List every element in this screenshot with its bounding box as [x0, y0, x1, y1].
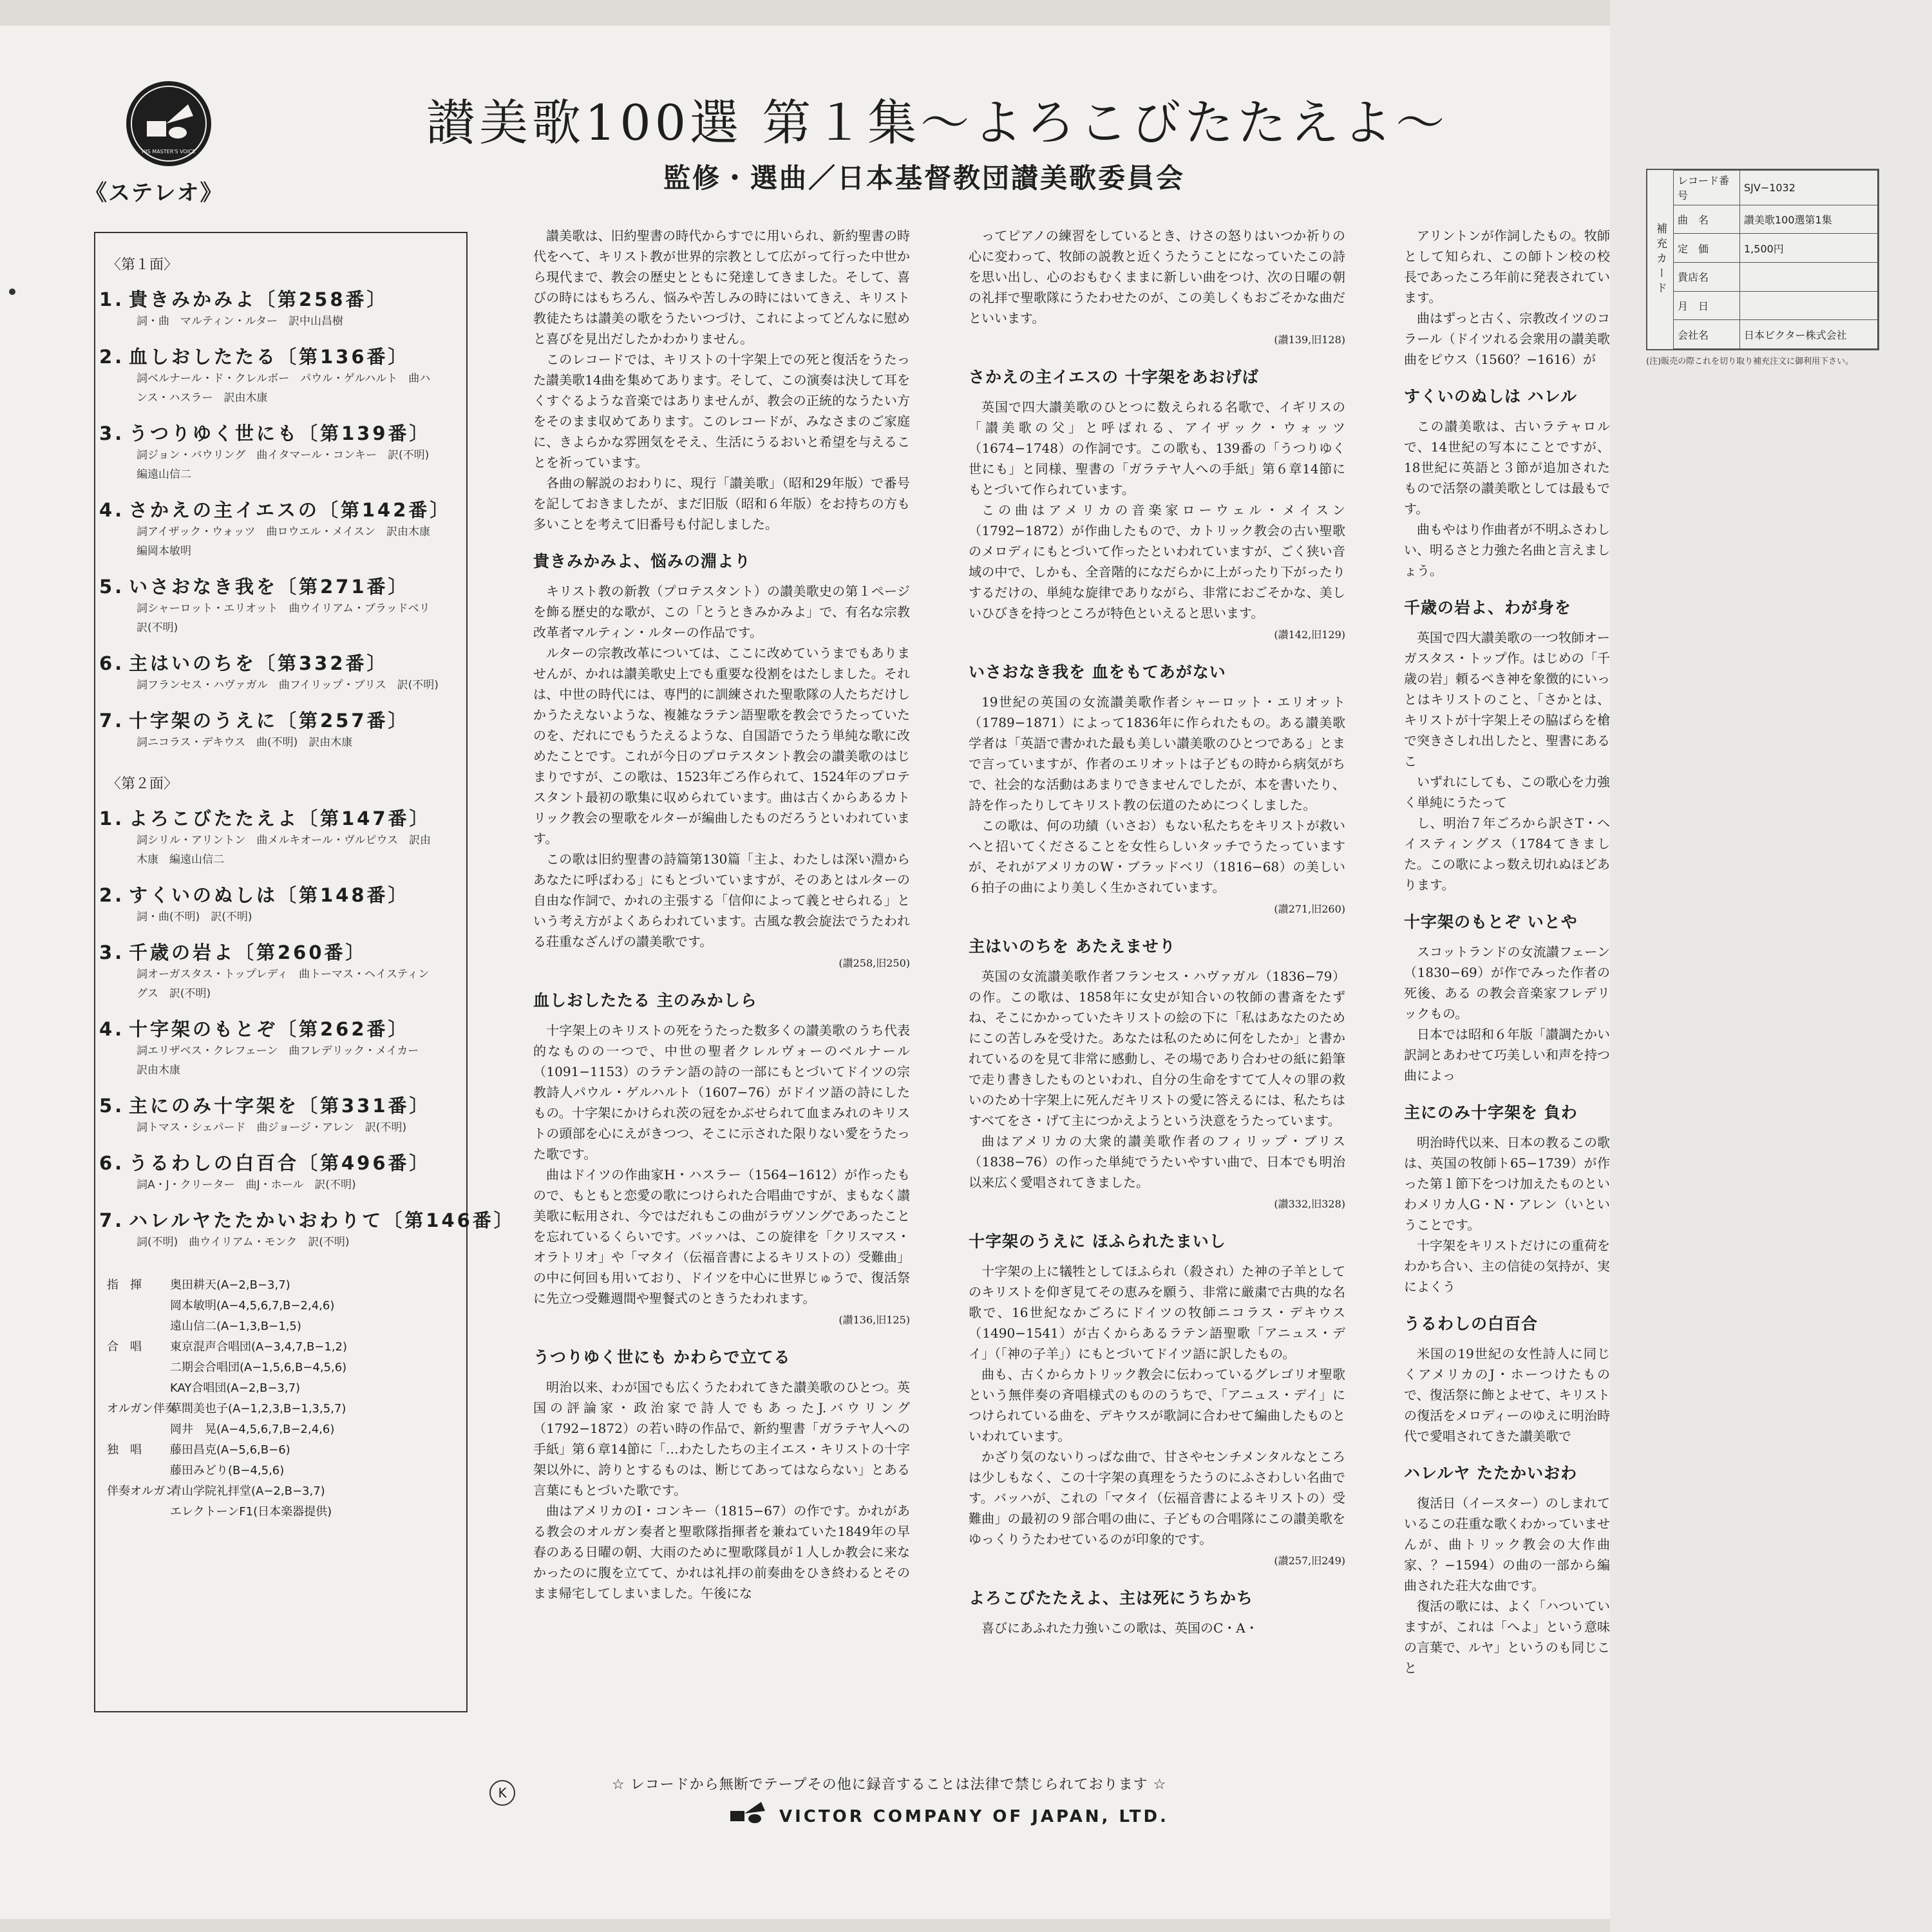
- track-credits: 詞ベルナール・ド・クレルボー パウル・ゲルハルト 曲ハンス・ハスラー 訳由木康: [137, 372, 431, 404]
- performer-role: 合 唱: [107, 1340, 142, 1354]
- performer-names: [170, 1337, 466, 1399]
- section-paragraph: アリントンが作詞したもの。牧師として知られ、この師トン校の校長であったころ年前に発表されています。: [1404, 228, 1610, 305]
- track-credits: 詞トマス・シェパード 曲ジョージ・アレン 訳(不明): [137, 1121, 407, 1134]
- hymn-reference: (讃271,旧260): [1274, 903, 1345, 915]
- performer-name: エレクトーンF1(日本楽器提供): [170, 1505, 332, 1519]
- card-row: 会社名 日本ビクター株式会社: [1674, 320, 1878, 349]
- performer-name: 青山学院礼拝堂(A−2,B−3,7): [170, 1484, 325, 1498]
- performer-names: [170, 1440, 466, 1481]
- track-item: [95, 1206, 515, 1252]
- performer-names: [170, 1481, 466, 1522]
- performer-name: 藤田みどり(B−4,5,6): [170, 1464, 285, 1477]
- track-item: [95, 804, 466, 869]
- section-heading: 主にのみ十字架を 負わ: [1404, 1103, 1578, 1122]
- card-row: 曲 名 讃美歌100選第1集: [1674, 205, 1878, 234]
- track-title-text: 血しおしたたる〔第136番〕: [129, 346, 410, 368]
- section-paragraph: 喜びにあふれた力強いこの歌は、英国のC・A・: [981, 1620, 1258, 1636]
- track-title-text: うるわしの白百合〔第496番〕: [129, 1152, 431, 1174]
- track-item: [95, 496, 466, 561]
- track-number: 1.: [99, 289, 125, 310]
- track-credits: 詞A・J・クリーター 曲J・ホール 訳(不明): [137, 1179, 356, 1191]
- track-number: 1.: [99, 808, 125, 829]
- track-title: [99, 1092, 466, 1118]
- section-heading: さかえの主イエスの 十字架をあおげば: [969, 368, 1259, 386]
- section-paragraph: キリスト教の新教（プロテスタント）の讃美歌史の第１ページを飾る歴史的な歌が、この「とうときみかみよ」で、有名な宗教改革者マルティン・ルターの作品です。: [533, 583, 910, 640]
- section-paragraph: 曲はずっと古く、宗教改イツのコラール（ドイツれる会衆用の讃美歌曲をピウス（1560？−1616）が: [1404, 310, 1610, 367]
- track-list: [94, 232, 515, 1712]
- section-paragraph: この歌は、何の功績（いさお）もない私たちをキリストが救いへと招いてくださることを女性らしいタッチでうたっていますが、それがアメリカのW・ブラッドベリ（1816−68）の美しい６拍子の曲により美しく生かされています。: [969, 818, 1345, 895]
- intro-paragraph: 讃美歌は、旧約聖書の時代からすでに用いられ、新約聖書の時代をへて、キリスト教が世界的宗教として広がって行った中世から現代まで、教会の歴史とともに発達してきました。そして、喜びの時にはもちろん、悩みや苦しみの時にはいてきえ、キリスト教徒たちは讃美の歌をうたいつづけ、これによってどんなに慰めと喜びを見出だしたかわかりません。: [533, 228, 910, 346]
- hymn-reference: (讃257,旧249): [1274, 1555, 1345, 1567]
- track-item: [95, 706, 466, 752]
- card-row: 定 価 1,500円: [1674, 234, 1878, 263]
- section-paragraph: 日本では昭和６年版「讃調たかい訳詞とあわせて巧美しい和声を持つ曲によっ: [1404, 1027, 1610, 1083]
- section-paragraph: 米国の19世紀の女性詩人に同じくアメリカのJ・ホーつけたもので、復活祭に飾とよせて、キリストの復活をメロディーのゆえに明治時代で愛唱されてきた讃美歌で: [1404, 1346, 1610, 1444]
- track-number: 2.: [99, 346, 125, 368]
- track-number: 4.: [99, 499, 125, 521]
- performer-row: [107, 1481, 466, 1522]
- section-paragraph: いずれにしても、この歌心を力強く単純にうたって: [1404, 774, 1610, 810]
- section-paragraph: 曲はアメリカのI・コンキー（1815−67）の作です。かれがある教会のオルガン奏者と聖歌隊指揮者を兼ねていた1849年の早春のある日曜の朝、大雨のために聖歌隊員が１人しか教会に来なかったのに腹を立てて、かれは礼拝の前奏曲をひき終わるとそのまま帰宅してしまいました。午後にな: [533, 1503, 910, 1601]
- track-title: [99, 285, 466, 312]
- card-note: (注)販売の際これを切り取り補充注文に御利用下さい。: [1646, 357, 1854, 366]
- section-paragraph: 明治時代以来、日本の教るこの歌は、英国の牧師ト65−1739）が作った第１節下をつけ加えたものといわメリカ人G・N・アレン（いということです。: [1404, 1135, 1610, 1233]
- performer-row: [107, 1440, 466, 1481]
- section-paragraph: この讃美歌は、古いラテャロルで、14世紀の写本にことですが、18世紀に英語と３節が追加されたもので活祭の讃美歌としては最もです。: [1404, 419, 1610, 516]
- section-heading: いさおなき我を 血をもてあがない: [969, 663, 1226, 681]
- track-number: 2.: [99, 884, 125, 906]
- track-credits: 詞エリザベス・クレフェーン 曲フレデリック・メイカー 訳由木康: [137, 1045, 430, 1077]
- section-heading: 十字架のうえに ほふられたまいし: [969, 1232, 1226, 1251]
- track-number: 3.: [99, 942, 125, 963]
- track-credits: 詞ニコラス・デキウス 曲(不明) 訳由木康: [137, 736, 353, 749]
- track-item: [95, 1092, 466, 1137]
- section-paragraph: この歌は旧約聖書の詩篇第130篇「主よ、わたしは深い淵からあなたに呼ばわる」にもとづいていますが、そのあとはルターの自由な作詞で、かれの主張する「信仰によって義とせられる」という考え方がよくあらわれています。古風な教会旋法でうたわれる荘重なざんげの讃美歌です。: [533, 851, 910, 949]
- track-title-text: すくいのぬしは〔第148番〕: [129, 884, 410, 906]
- track-credits: 詞オーガスタス・トップレディ 曲トーマス・ヘイスティングス 訳(不明): [137, 968, 430, 1000]
- page-subtitle: 監修・選曲／日本基督教団讃美歌委員会: [663, 162, 1186, 194]
- track-number: 3.: [99, 422, 125, 444]
- track-title: [99, 496, 466, 522]
- track-item: [95, 649, 466, 695]
- intro-paragraph: このレコードでは、キリストの十字架上での死と復活をうたった讃美歌14曲を集めてあります。そして、この演奏は決して耳をくすぐるような音楽ではありませんが、教会の正統的なうたい方をそのまま収めてあります。このレコードが、みなさまのご家庭に、きよらかな雰囲気をそえ、生活にうるおいと希望を与えることを祈っています。: [533, 352, 910, 470]
- card-vertical-label: 補充カード: [1647, 170, 1674, 349]
- notes-column-1: [533, 225, 910, 1707]
- intro-paragraph: 各曲の解説のおわりに、現行「讃美歌」（昭和29年版）で番号を記しておきましたが、まだ旧版（昭和６年版）をお持ちの方も多いことを考えて旧番号も付記しました。: [533, 475, 910, 532]
- track-title: [99, 804, 466, 831]
- hymn-reference: (讃332,旧328): [1274, 1198, 1345, 1210]
- card-row: 月 日: [1674, 291, 1878, 320]
- track-item: [95, 938, 466, 1003]
- track-credits: 詞(不明) 曲ウイリアム・モンク 訳(不明): [137, 1236, 350, 1249]
- section-paragraph: ってピアノの練習をしているとき、けさの怒りはいつか祈りの心に変わって、牧師の説教と近くうたうことになっていたこの詩を思い出し、心のおもむくままに新しい曲をつけ、次の日曜の朝の礼拝で聖歌隊にうたわせたのが、この美しくもおごそかな曲だといいます。: [969, 228, 1345, 326]
- track-title-text: 主にのみ十字架を〔第331番〕: [129, 1095, 431, 1117]
- section-paragraph: 英国で四大讃美歌のひとつに数えられる名歌で、イギリスの「讃美歌の父」と呼ばれる、アイザック・ウォッツ（1674−1748）の作詞です。この歌も、139番の「うつりゆく世にも」と同様、聖書の「ガラテヤ人への手紙」第６章14節にもとづいて作られています。: [969, 399, 1345, 497]
- performer-names: [170, 1275, 466, 1337]
- section-heading: よろこびたたえよ、主は死にうちかち: [969, 1589, 1254, 1607]
- section-heading: うるわしの白百合: [1404, 1314, 1539, 1333]
- company-name: VICTOR COMPANY OF JAPAN, LTD.: [779, 1807, 1169, 1826]
- stereo-label: 《ステレオ》: [85, 180, 223, 206]
- hymn-reference: (讃139,旧128): [1274, 334, 1345, 346]
- section-paragraph: 曲も、古くからカトリック教会に伝わっているグレゴリオ聖歌という無伴奏の斉唱様式のもののうちで、「アニュス・デイ」につけられている曲を、デキウスが歌詞に合わせて編曲したものといわれています。: [969, 1367, 1345, 1444]
- section-heading: 千歳の岩よ、わが身を: [1404, 598, 1572, 617]
- track-title-text: 十字架のもとぞ〔第262番〕: [129, 1018, 410, 1040]
- track-number: 7.: [99, 710, 125, 732]
- side-label: 〈第１面〉: [107, 257, 178, 273]
- section-paragraph: この曲はアメリカの音楽家ローウェル・メイスン（1792−1872）が作曲したもので、カトリック教会の古い聖歌のメロディにもとづいて作ったといわれていますが、ごく狭い音域の中で、しかも、全音階的になだらかに上がったり下がったりするだけの、単純な旋律でありながら、非常におごそかな、美しいひびきを持つところが特色といえると思います。: [969, 502, 1345, 621]
- performer-role: オルガン伴奏: [107, 1402, 176, 1416]
- section-paragraph: 復活の歌には、よく「ハついていますが、これは「へよ」という意味の言葉で、ルヤ」というのも同じこと: [1404, 1598, 1610, 1676]
- k-mark: K: [489, 1780, 515, 1806]
- track-title: [99, 938, 466, 965]
- performer-name: 藤田昌克(A−5,6,B−6): [170, 1443, 290, 1457]
- performer-row: [107, 1275, 466, 1337]
- track-title-text: いさおなき我を〔第271番〕: [129, 576, 410, 598]
- track-title: [99, 1015, 466, 1041]
- track-credits: 詞・曲(不明) 訳(不明): [137, 911, 252, 923]
- performer-row: [107, 1399, 466, 1440]
- track-number: 5.: [99, 1095, 125, 1117]
- section-paragraph: 十字架上のキリストの死をうたった数多くの讃美歌のうち代表的なものの一つで、中世の聖者クレルヴォーのベルナール（1091−1153）のラテン語の詩の一部にもとづいてドイツの宗教詩人パウル・ゲルハルト（1607−76）がドイツ語の詩にしたもの。十字架にかけられ茨の冠をかぶせられて血まみれのキリストの頭部を心にえがきつつ、そこに示された限りない愛をうたった歌です。: [533, 1023, 910, 1162]
- track-title: [99, 1149, 466, 1175]
- track-item: [95, 1015, 466, 1080]
- hymn-reference: (讃142,旧129): [1274, 629, 1345, 641]
- track-item: [95, 1149, 466, 1195]
- section-paragraph: 英国で四大讃美歌の一つ牧師オーガスタス・トップ作。はじめの「千歳の岩」頼るべき神を象徴的にいっとはキリストのこと、「さかとは、キリストが十字架上その脇ばらを槍で突きさしれ出したと、聖書にあるこ: [1404, 630, 1610, 769]
- performer-name: 遠山信二(A−1,3,B−1,5): [170, 1320, 301, 1333]
- track-item: [95, 343, 466, 408]
- performer-name: 岡井 晃(A−4,5,6,7,B−2,4,6): [170, 1423, 335, 1436]
- track-credits: 詞ジョン・バウリング 曲イタマール・コンキー 訳(不明) 編遠山信二: [137, 449, 440, 481]
- track-number: 4.: [99, 1018, 125, 1040]
- track-number: 7.: [99, 1209, 125, 1231]
- performer-name: 東京混声合唱団(A−3,4,7,B−1,2): [170, 1340, 348, 1354]
- track-title: [99, 343, 466, 369]
- section-heading: 主はいのちを あたえませり: [969, 937, 1176, 956]
- track-title-text: 貴きみかみよ〔第258番〕: [129, 289, 388, 310]
- punch-dot: [9, 289, 15, 295]
- section-paragraph: ルターの宗教改革については、ここに改めていうまでもありませんが、かれは讃美歌史上でも重要な役割をはたしました。それは、中世の時代には、専門的に訓練された聖歌隊の人たちだけしかうたえないような、複雑なラテン語聖歌を教会でうたっていたのを、だれにでもうたえるような、自国語でうたう単純な歌に改めたことです。これが今日のプロテスタント教会の讃美歌のはじまりですが、この歌は、1523年ごろ作られて、1524年のプロテスタント最初の歌集に収められています。曲は古くからあるカトリック教会の聖歌をルターが編曲したものだろうといわれています。: [533, 645, 910, 846]
- section-heading: 貴きみかみよ、悩みの淵より: [533, 552, 752, 571]
- section-paragraph: 復活日（イースター）のしまれているこの荘重な歌くわかっていませんが、曲トリック教会の大作曲家、？−1594）の曲の一部から編曲された荘大な曲です。: [1404, 1495, 1610, 1593]
- section-paragraph: 曲はドイツの作曲家H・ハスラー（1564−1612）が作ったもので、もともと恋愛の歌につけられた合唱曲ですが、まもなく讃美歌に転用され、今ではだれもこの曲がラヴソングであったことを忘れているくらいです。バッハは、この旋律を「クリスマス・オラトリオ」や「マタイ（伝福音書によるキリストの）受難曲」の中に何回も用いており、ドイツを中心に世界じゅうで、復活祭に先立つ受難週間や聖餐式のときうたわれます。: [533, 1167, 910, 1306]
- performers: [95, 1252, 466, 1522]
- track-title: [99, 649, 466, 676]
- track-title-text: うつりゆく世にも〔第139番〕: [129, 422, 431, 444]
- side-label: 〈第２面〉: [107, 776, 178, 792]
- track-title: [99, 881, 466, 907]
- performer-role: 伴奏オルガン: [107, 1484, 176, 1498]
- section-paragraph: 曲はアメリカの大衆的讃美歌作者のフィリップ・ブリス（1838−76）の作った単純でうたいやすい曲で、日本でも明治以来広く愛唱されてきました。: [969, 1133, 1345, 1190]
- track-item: [95, 881, 466, 927]
- svg-text:HIS MASTER'S VOICE: HIS MASTER'S VOICE: [142, 149, 196, 155]
- performer-role: 指 揮: [107, 1278, 142, 1292]
- track-credits: 詞シャーロット・エリオット 曲ウイリアム・ブラッドベリ 訳(不明): [137, 602, 441, 634]
- section-paragraph: 曲もやはり作曲者が不明ふさわしい、明るさと力強た名曲と言えましょう。: [1404, 522, 1610, 578]
- performer-name: 二期会合唱団(A−1,5,6,B−4,5,6): [170, 1361, 347, 1374]
- section-heading: 十字架のもとぞ いとや: [1404, 913, 1578, 931]
- track-title: [99, 1206, 515, 1233]
- section-paragraph: 明治以来、わが国でも広くうたわれてきた讃美歌のひとつ。英国の評論家・政治家で詩人でもあったJ.バウリング（1792−1872）の若い時の作品で、新約聖書「ガラテヤ人への手紙」第６章14節に「…わたしたちの主イエス・キリストの十字架以外に、誇りとするものは、断じてあってはならない」とある言葉にもとづいた歌です。: [533, 1379, 910, 1498]
- track-title-text: さかえの主イエスの〔第142番〕: [129, 499, 451, 521]
- card-table: [1673, 170, 1878, 349]
- section-paragraph: し、明治７年ごろから訳さT・ヘイスティングス（1784てきました。この歌によっ数え切れぬほどあります。: [1404, 815, 1610, 893]
- track-item: [95, 573, 466, 638]
- section-paragraph: 十字架をキリストだけにの重荷をわかち合い、主の信徒の気持が、実によくう: [1404, 1238, 1610, 1294]
- performer-role: 独 唱: [107, 1443, 142, 1457]
- card-row: レコード番号 SJV−1032: [1674, 171, 1878, 205]
- section-heading: すくいのぬしは ハレル: [1404, 387, 1578, 406]
- performer-row: [107, 1337, 466, 1399]
- track-credits: 詞・曲 マルティン・ルター 訳中山昌樹: [137, 315, 343, 328]
- track-number: 6.: [99, 652, 125, 674]
- section-heading: 血しおしたたる 主のみかしら: [533, 991, 757, 1010]
- track-number: 6.: [99, 1152, 125, 1174]
- section-heading: ハレルヤ たたかいおわ: [1404, 1464, 1578, 1482]
- section-paragraph: スコットランドの女流讃フェーン（1830−69）が作でみった作者の死後、ある の教会音楽家フレデリックもの。: [1404, 944, 1610, 1021]
- notes-column-2: [969, 225, 1345, 1707]
- track-title: [99, 419, 466, 446]
- section-heading: うつりゆく世にも かわらで立てる: [533, 1348, 791, 1367]
- notes-column-3: [1404, 225, 1610, 1707]
- track-credits: 詞シリル・アリントン 曲メルキオール・ヴルピウス 訳由木康 編遠山信二: [137, 834, 431, 866]
- track-title-text: よろこびたたえよ〔第147番〕: [129, 808, 431, 829]
- track-item: [95, 285, 466, 331]
- track-item: [95, 419, 466, 484]
- copyright-warning: ☆ レコードから無断でテープその他に録音することは法律で禁じられております ☆: [612, 1777, 1167, 1793]
- track-title-text: 千歳の岩よ〔第260番〕: [129, 942, 367, 963]
- track-title: [99, 706, 466, 733]
- section-paragraph: 十字架の上に犠牲としてほふられ（殺され）た神の子羊としてのキリストを仰ぎ見てその恵みを願う、非常に厳粛で古典的な名歌で、16世紀なかごろにドイツの牧師ニコラス・デキウス（1490−1541）が古くからあるラテン語聖歌「アニュス・デイ」（「神の子羊」）にもとづいてドイツ語に訳したもの。: [969, 1264, 1345, 1361]
- performer-names: [170, 1399, 466, 1440]
- section-paragraph: 英国の女流讃美歌作者フランセス・ハヴァガル（1836−79）の作。この歌は、1858年に女史が知合いの牧師の書斎をたずね、そこにかかっていたキリストの絵の下に「私はあなたのためにこの苦しみを受けた。あなたは私のために何をしたか」と書かれているのを見て非常に感動し、その場であり合わせの紙に鉛筆で走り書きしたものといわれ、自分の生命をすてて人々の罪の救いのため十字架上に死んだキリストの愛に答えるには、私たちはすべてをさ・げて主につかえようという決意をうたっています。: [969, 969, 1345, 1128]
- performer-name: 奥田耕天(A−2,B−3,7): [170, 1278, 290, 1292]
- track-credits: 詞フランセス・ハヴァガル 曲フイリップ・ブリス 訳(不明): [137, 679, 439, 692]
- page-title: 讃美歌100選 第１集〜よろこびたたえよ〜: [426, 94, 1449, 151]
- track-credits: 詞アイザック・ウォッツ 曲ロウエル・メイスン 訳由木康 編岡本敏明: [137, 526, 441, 558]
- section-paragraph: かざり気のないりっぱな曲で、甘さやセンチメンタルなところは少しもなく、この十字架の真理をうたうのにふさわしい名曲です。バッハが、これの「マタイ（伝福音書によるキリストの）受難曲」の最初の９部合唱の曲に、子どもの合唱隊にこの讃美歌をゆっくりうたわせているのが印象的です。: [969, 1449, 1345, 1547]
- hymn-reference: (讃258,旧250): [838, 957, 910, 969]
- track-title: [99, 573, 466, 599]
- victor-dog-logo-icon: [726, 1797, 772, 1826]
- track-number: 5.: [99, 576, 125, 598]
- performer-name: 草間美也子(A−1,2,3,B−1,3,5,7): [170, 1402, 346, 1416]
- his-masters-voice-logo-icon: [124, 79, 214, 169]
- hymn-reference: (讃136,旧125): [838, 1314, 910, 1326]
- track-title-text: ハレルヤたたかいおわりて〔第146番〕: [129, 1209, 515, 1231]
- performer-name: 岡本敏明(A−4,5,6,7,B−2,4,6): [170, 1299, 335, 1312]
- supplement-card: [1646, 169, 1879, 350]
- track-title-text: 十字架のうえに〔第257番〕: [129, 710, 410, 732]
- card-row: 貴店名: [1674, 263, 1878, 292]
- track-title-text: 主はいのちを〔第332番〕: [129, 652, 388, 674]
- performer-name: KAY合唱団(A−2,B−3,7): [170, 1381, 301, 1395]
- section-paragraph: 19世紀の英国の女流讃美歌作者シャーロット・エリオット（1789−1871）によって1836年に作られたもの。ある讃美歌学者は「英語で書かれた最も美しい讃美歌のひとつである」とまで言っていますが、作者のエリオットは子どもの時から病気がちで、社会的な活動はあまりできませんでしたが、本を書いたり、詩を作ったりしてキリスト教の伝道のためにつくしました。: [969, 694, 1345, 813]
